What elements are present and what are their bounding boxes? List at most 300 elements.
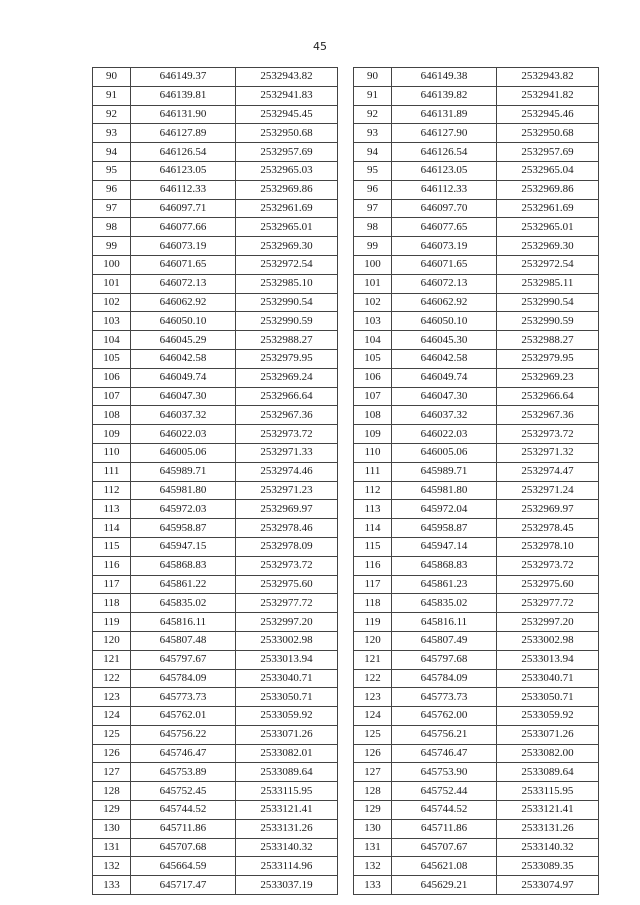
- x-coordinate-cell: 645807.48: [131, 631, 236, 650]
- point-number-cell: 114: [354, 519, 392, 538]
- point-number-cell: 117: [354, 575, 392, 594]
- x-coordinate-cell: 646139.82: [392, 86, 497, 105]
- table-row: [93, 349, 338, 368]
- point-number-cell: 103: [354, 312, 392, 331]
- point-number-cell: 125: [93, 725, 131, 744]
- x-coordinate-cell: 645835.02: [392, 594, 497, 613]
- table-row: [93, 594, 338, 613]
- x-coordinate-cell: 645989.71: [131, 462, 236, 481]
- table-row: [93, 763, 338, 782]
- y-coordinate-cell: 2533115.95: [236, 782, 338, 801]
- point-number-cell: 98: [354, 218, 392, 237]
- y-coordinate-cell: 2532973.72: [497, 425, 599, 444]
- point-number-cell: 118: [93, 594, 131, 613]
- table-row: [354, 161, 599, 180]
- table-row: [354, 519, 599, 538]
- table-row: [93, 801, 338, 820]
- table-row: [93, 124, 338, 143]
- point-number-cell: 123: [93, 688, 131, 707]
- point-number-cell: 130: [93, 819, 131, 838]
- table-row: [93, 650, 338, 669]
- x-coordinate-cell: 645762.01: [131, 707, 236, 726]
- y-coordinate-cell: 2533082.00: [497, 744, 599, 763]
- x-coordinate-cell: 646050.10: [392, 312, 497, 331]
- table-row: [354, 199, 599, 218]
- y-coordinate-cell: 2533121.41: [236, 801, 338, 820]
- point-number-cell: 114: [93, 519, 131, 538]
- x-coordinate-cell: 645744.52: [131, 801, 236, 820]
- table-row: [354, 86, 599, 105]
- x-coordinate-cell: 645711.86: [131, 819, 236, 838]
- x-coordinate-cell: 646097.71: [131, 199, 236, 218]
- point-number-cell: 124: [93, 707, 131, 726]
- point-number-cell: 94: [93, 143, 131, 162]
- x-coordinate-cell: 646047.30: [131, 387, 236, 406]
- y-coordinate-cell: 2532978.46: [236, 519, 338, 538]
- y-coordinate-cell: 2532967.36: [236, 406, 338, 425]
- point-number-cell: 102: [354, 293, 392, 312]
- table-row: [93, 161, 338, 180]
- x-coordinate-cell: 646071.65: [131, 255, 236, 274]
- x-coordinate-cell: 646042.58: [131, 349, 236, 368]
- point-number-cell: 101: [354, 274, 392, 293]
- point-number-cell: 107: [354, 387, 392, 406]
- y-coordinate-cell: 2532965.01: [236, 218, 338, 237]
- point-number-cell: 132: [93, 857, 131, 876]
- table-row: [93, 876, 338, 895]
- table-row: [354, 349, 599, 368]
- x-coordinate-cell: 646047.30: [392, 387, 497, 406]
- x-coordinate-cell: 645664.59: [131, 857, 236, 876]
- y-coordinate-cell: 2533040.71: [236, 669, 338, 688]
- point-number-cell: 108: [93, 406, 131, 425]
- point-number-cell: 90: [93, 68, 131, 87]
- y-coordinate-cell: 2533115.95: [497, 782, 599, 801]
- point-number-cell: 115: [354, 537, 392, 556]
- x-coordinate-cell: 645744.52: [392, 801, 497, 820]
- table-row: [354, 650, 599, 669]
- y-coordinate-cell: 2532965.01: [497, 218, 599, 237]
- x-coordinate-cell: 645797.67: [131, 650, 236, 669]
- table-row: [93, 218, 338, 237]
- table-row: [93, 293, 338, 312]
- y-coordinate-cell: 2532945.45: [236, 105, 338, 124]
- y-coordinate-cell: 2532969.86: [497, 180, 599, 199]
- y-coordinate-cell: 2533013.94: [497, 650, 599, 669]
- x-coordinate-cell: 645707.67: [392, 838, 497, 857]
- y-coordinate-cell: 2532971.33: [236, 443, 338, 462]
- x-coordinate-cell: 645746.47: [392, 744, 497, 763]
- y-coordinate-cell: 2532961.69: [236, 199, 338, 218]
- point-number-cell: 109: [93, 425, 131, 444]
- y-coordinate-cell: 2532969.86: [236, 180, 338, 199]
- table-row: [93, 519, 338, 538]
- point-number-cell: 112: [354, 481, 392, 500]
- y-coordinate-cell: 2532977.72: [497, 594, 599, 613]
- point-number-cell: 102: [93, 293, 131, 312]
- y-coordinate-cell: 2532957.69: [497, 143, 599, 162]
- y-coordinate-cell: 2532997.20: [497, 613, 599, 632]
- table-row: [354, 669, 599, 688]
- x-coordinate-cell: 646126.54: [131, 143, 236, 162]
- table-row: [93, 143, 338, 162]
- y-coordinate-cell: 2532988.27: [497, 331, 599, 350]
- x-coordinate-cell: 646127.89: [131, 124, 236, 143]
- table-row: [93, 725, 338, 744]
- x-coordinate-cell: 645816.11: [131, 613, 236, 632]
- point-number-cell: 105: [354, 349, 392, 368]
- y-coordinate-cell: 2533059.92: [497, 707, 599, 726]
- table-row: [93, 500, 338, 519]
- point-number-cell: 119: [354, 613, 392, 632]
- table-row: [93, 744, 338, 763]
- x-coordinate-cell: 645711.86: [392, 819, 497, 838]
- x-coordinate-cell: 646072.13: [131, 274, 236, 293]
- y-coordinate-cell: 2532957.69: [236, 143, 338, 162]
- x-coordinate-cell: 646049.74: [131, 368, 236, 387]
- y-coordinate-cell: 2532988.27: [236, 331, 338, 350]
- table-row: [354, 406, 599, 425]
- point-number-cell: 93: [354, 124, 392, 143]
- table-row: [93, 819, 338, 838]
- table-row: [354, 819, 599, 838]
- point-number-cell: 111: [354, 462, 392, 481]
- table-row: [354, 143, 599, 162]
- table-row: [354, 481, 599, 500]
- x-coordinate-cell: 646049.74: [392, 368, 497, 387]
- point-number-cell: 94: [354, 143, 392, 162]
- table-row: [93, 406, 338, 425]
- y-coordinate-cell: 2533131.26: [497, 819, 599, 838]
- right-table-body: [354, 68, 599, 895]
- y-coordinate-cell: 2532969.23: [497, 368, 599, 387]
- y-coordinate-cell: 2532971.23: [236, 481, 338, 500]
- table-row: [354, 707, 599, 726]
- point-number-cell: 113: [354, 500, 392, 519]
- table-row: [354, 537, 599, 556]
- point-number-cell: 123: [354, 688, 392, 707]
- y-coordinate-cell: 2532973.72: [497, 556, 599, 575]
- x-coordinate-cell: 645816.11: [392, 613, 497, 632]
- x-coordinate-cell: 646077.65: [392, 218, 497, 237]
- page-number: 45: [313, 40, 327, 53]
- point-number-cell: 126: [354, 744, 392, 763]
- x-coordinate-cell: 645989.71: [392, 462, 497, 481]
- table-row: [93, 425, 338, 444]
- table-row: [354, 387, 599, 406]
- table-row: [354, 368, 599, 387]
- point-number-cell: 118: [354, 594, 392, 613]
- x-coordinate-cell: 646077.66: [131, 218, 236, 237]
- table-row: [354, 763, 599, 782]
- point-number-cell: 120: [354, 631, 392, 650]
- table-row: [354, 331, 599, 350]
- y-coordinate-cell: 2532961.69: [497, 199, 599, 218]
- y-coordinate-cell: 2533013.94: [236, 650, 338, 669]
- x-coordinate-cell: 645773.73: [392, 688, 497, 707]
- x-coordinate-cell: 645947.15: [131, 537, 236, 556]
- table-row: [354, 425, 599, 444]
- y-coordinate-cell: 2532985.11: [497, 274, 599, 293]
- point-number-cell: 131: [93, 838, 131, 857]
- table-row: [93, 443, 338, 462]
- point-number-cell: 101: [93, 274, 131, 293]
- x-coordinate-cell: 646149.37: [131, 68, 236, 87]
- point-number-cell: 91: [93, 86, 131, 105]
- x-coordinate-cell: 645981.80: [392, 481, 497, 500]
- table-row: [93, 180, 338, 199]
- x-coordinate-cell: 646126.54: [392, 143, 497, 162]
- point-number-cell: 119: [93, 613, 131, 632]
- point-number-cell: 133: [354, 876, 392, 895]
- y-coordinate-cell: 2532969.24: [236, 368, 338, 387]
- point-number-cell: 129: [354, 801, 392, 820]
- x-coordinate-cell: 646042.58: [392, 349, 497, 368]
- x-coordinate-cell: 645762.00: [392, 707, 497, 726]
- point-number-cell: 126: [93, 744, 131, 763]
- table-row: [93, 782, 338, 801]
- left-coordinate-table: [92, 67, 338, 895]
- x-coordinate-cell: 646112.33: [131, 180, 236, 199]
- x-coordinate-cell: 646022.03: [392, 425, 497, 444]
- x-coordinate-cell: 645784.09: [131, 669, 236, 688]
- y-coordinate-cell: 2532969.30: [236, 237, 338, 256]
- point-number-cell: 132: [354, 857, 392, 876]
- y-coordinate-cell: 2533050.71: [236, 688, 338, 707]
- point-number-cell: 103: [93, 312, 131, 331]
- y-coordinate-cell: 2532979.95: [497, 349, 599, 368]
- x-coordinate-cell: 646072.13: [392, 274, 497, 293]
- point-number-cell: 124: [354, 707, 392, 726]
- x-coordinate-cell: 645861.23: [392, 575, 497, 594]
- table-row: [93, 481, 338, 500]
- x-coordinate-cell: 646073.19: [131, 237, 236, 256]
- y-coordinate-cell: 2532990.54: [236, 293, 338, 312]
- x-coordinate-cell: 645861.22: [131, 575, 236, 594]
- table-row: [354, 801, 599, 820]
- point-number-cell: 116: [354, 556, 392, 575]
- point-number-cell: 92: [93, 105, 131, 124]
- table-row: [354, 876, 599, 895]
- x-coordinate-cell: 646139.81: [131, 86, 236, 105]
- y-coordinate-cell: 2532969.30: [497, 237, 599, 256]
- x-coordinate-cell: 646123.05: [392, 161, 497, 180]
- table-row: [93, 86, 338, 105]
- point-number-cell: 105: [93, 349, 131, 368]
- x-coordinate-cell: 645797.68: [392, 650, 497, 669]
- table-row: [93, 556, 338, 575]
- table-row: [354, 293, 599, 312]
- point-number-cell: 96: [93, 180, 131, 199]
- left-table-body: [93, 68, 338, 895]
- y-coordinate-cell: 2533071.26: [497, 725, 599, 744]
- table-row: [93, 274, 338, 293]
- x-coordinate-cell: 645835.02: [131, 594, 236, 613]
- table-row: [354, 180, 599, 199]
- x-coordinate-cell: 645947.14: [392, 537, 497, 556]
- x-coordinate-cell: 645807.49: [392, 631, 497, 650]
- table-row: [93, 669, 338, 688]
- table-row: [93, 537, 338, 556]
- y-coordinate-cell: 2533071.26: [236, 725, 338, 744]
- x-coordinate-cell: 645972.04: [392, 500, 497, 519]
- point-number-cell: 106: [93, 368, 131, 387]
- table-row: [354, 274, 599, 293]
- point-number-cell: 107: [93, 387, 131, 406]
- table-row: [93, 237, 338, 256]
- point-number-cell: 96: [354, 180, 392, 199]
- x-coordinate-cell: 645753.90: [392, 763, 497, 782]
- right-coordinate-table: [353, 67, 599, 895]
- x-coordinate-cell: 646112.33: [392, 180, 497, 199]
- point-number-cell: 128: [93, 782, 131, 801]
- table-row: [354, 613, 599, 632]
- table-row: [354, 725, 599, 744]
- table-row: [354, 255, 599, 274]
- point-number-cell: 99: [354, 237, 392, 256]
- point-number-cell: 104: [354, 331, 392, 350]
- point-number-cell: 90: [354, 68, 392, 87]
- x-coordinate-cell: 645773.73: [131, 688, 236, 707]
- table-row: [354, 312, 599, 331]
- table-row: [354, 124, 599, 143]
- table-row: [354, 857, 599, 876]
- y-coordinate-cell: 2532969.97: [236, 500, 338, 519]
- table-row: [354, 443, 599, 462]
- table-row: [93, 312, 338, 331]
- table-row: [354, 594, 599, 613]
- y-coordinate-cell: 2532967.36: [497, 406, 599, 425]
- x-coordinate-cell: 646149.38: [392, 68, 497, 87]
- point-number-cell: 100: [93, 255, 131, 274]
- x-coordinate-cell: 645972.03: [131, 500, 236, 519]
- point-number-cell: 131: [354, 838, 392, 857]
- y-coordinate-cell: 2533059.92: [236, 707, 338, 726]
- y-coordinate-cell: 2532972.54: [497, 255, 599, 274]
- point-number-cell: 98: [93, 218, 131, 237]
- y-coordinate-cell: 2533140.32: [236, 838, 338, 857]
- x-coordinate-cell: 645753.89: [131, 763, 236, 782]
- y-coordinate-cell: 2533074.97: [497, 876, 599, 895]
- point-number-cell: 125: [354, 725, 392, 744]
- y-coordinate-cell: 2532974.46: [236, 462, 338, 481]
- y-coordinate-cell: 2532972.54: [236, 255, 338, 274]
- y-coordinate-cell: 2532943.82: [497, 68, 599, 87]
- y-coordinate-cell: 2532974.47: [497, 462, 599, 481]
- y-coordinate-cell: 2532990.59: [497, 312, 599, 331]
- table-row: [93, 199, 338, 218]
- table-row: [354, 631, 599, 650]
- table-row: [93, 68, 338, 87]
- y-coordinate-cell: 2532990.59: [236, 312, 338, 331]
- table-row: [93, 575, 338, 594]
- point-number-cell: 127: [93, 763, 131, 782]
- y-coordinate-cell: 2532971.24: [497, 481, 599, 500]
- y-coordinate-cell: 2533082.01: [236, 744, 338, 763]
- y-coordinate-cell: 2532966.64: [236, 387, 338, 406]
- y-coordinate-cell: 2532975.60: [236, 575, 338, 594]
- x-coordinate-cell: 645756.21: [392, 725, 497, 744]
- x-coordinate-cell: 646073.19: [392, 237, 497, 256]
- y-coordinate-cell: 2533002.98: [497, 631, 599, 650]
- point-number-cell: 109: [354, 425, 392, 444]
- point-number-cell: 116: [93, 556, 131, 575]
- point-number-cell: 112: [93, 481, 131, 500]
- x-coordinate-cell: 645868.83: [131, 556, 236, 575]
- y-coordinate-cell: 2532950.68: [497, 124, 599, 143]
- point-number-cell: 122: [354, 669, 392, 688]
- y-coordinate-cell: 2533089.35: [497, 857, 599, 876]
- x-coordinate-cell: 646050.10: [131, 312, 236, 331]
- point-number-cell: 121: [93, 650, 131, 669]
- point-number-cell: 127: [354, 763, 392, 782]
- table-row: [354, 838, 599, 857]
- x-coordinate-cell: 646097.70: [392, 199, 497, 218]
- table-row: [93, 387, 338, 406]
- x-coordinate-cell: 646005.06: [131, 443, 236, 462]
- point-number-cell: 95: [93, 161, 131, 180]
- x-coordinate-cell: 646071.65: [392, 255, 497, 274]
- y-coordinate-cell: 2533050.71: [497, 688, 599, 707]
- y-coordinate-cell: 2533121.41: [497, 801, 599, 820]
- point-number-cell: 121: [354, 650, 392, 669]
- y-coordinate-cell: 2532945.46: [497, 105, 599, 124]
- x-coordinate-cell: 645629.21: [392, 876, 497, 895]
- x-coordinate-cell: 645707.68: [131, 838, 236, 857]
- y-coordinate-cell: 2532965.03: [236, 161, 338, 180]
- y-coordinate-cell: 2533089.64: [497, 763, 599, 782]
- table-row: [354, 688, 599, 707]
- table-row: [354, 556, 599, 575]
- x-coordinate-cell: 646005.06: [392, 443, 497, 462]
- point-number-cell: 120: [93, 631, 131, 650]
- point-number-cell: 129: [93, 801, 131, 820]
- table-row: [354, 462, 599, 481]
- table-row: [93, 838, 338, 857]
- y-coordinate-cell: 2532969.97: [497, 500, 599, 519]
- point-number-cell: 91: [354, 86, 392, 105]
- point-number-cell: 95: [354, 161, 392, 180]
- table-row: [354, 68, 599, 87]
- x-coordinate-cell: 646062.92: [392, 293, 497, 312]
- y-coordinate-cell: 2532966.64: [497, 387, 599, 406]
- x-coordinate-cell: 646037.32: [392, 406, 497, 425]
- point-number-cell: 128: [354, 782, 392, 801]
- y-coordinate-cell: 2532990.54: [497, 293, 599, 312]
- x-coordinate-cell: 646123.05: [131, 161, 236, 180]
- y-coordinate-cell: 2532975.60: [497, 575, 599, 594]
- y-coordinate-cell: 2532978.09: [236, 537, 338, 556]
- y-coordinate-cell: 2533040.71: [497, 669, 599, 688]
- point-number-cell: 92: [354, 105, 392, 124]
- y-coordinate-cell: 2532941.82: [497, 86, 599, 105]
- point-number-cell: 97: [93, 199, 131, 218]
- x-coordinate-cell: 646131.90: [131, 105, 236, 124]
- table-row: [93, 331, 338, 350]
- y-coordinate-cell: 2533037.19: [236, 876, 338, 895]
- table-row: [354, 237, 599, 256]
- x-coordinate-cell: 646045.30: [392, 331, 497, 350]
- point-number-cell: 110: [354, 443, 392, 462]
- point-number-cell: 130: [354, 819, 392, 838]
- y-coordinate-cell: 2533114.96: [236, 857, 338, 876]
- y-coordinate-cell: 2532978.10: [497, 537, 599, 556]
- table-row: [354, 782, 599, 801]
- x-coordinate-cell: 646062.92: [131, 293, 236, 312]
- y-coordinate-cell: 2533140.32: [497, 838, 599, 857]
- y-coordinate-cell: 2532985.10: [236, 274, 338, 293]
- point-number-cell: 122: [93, 669, 131, 688]
